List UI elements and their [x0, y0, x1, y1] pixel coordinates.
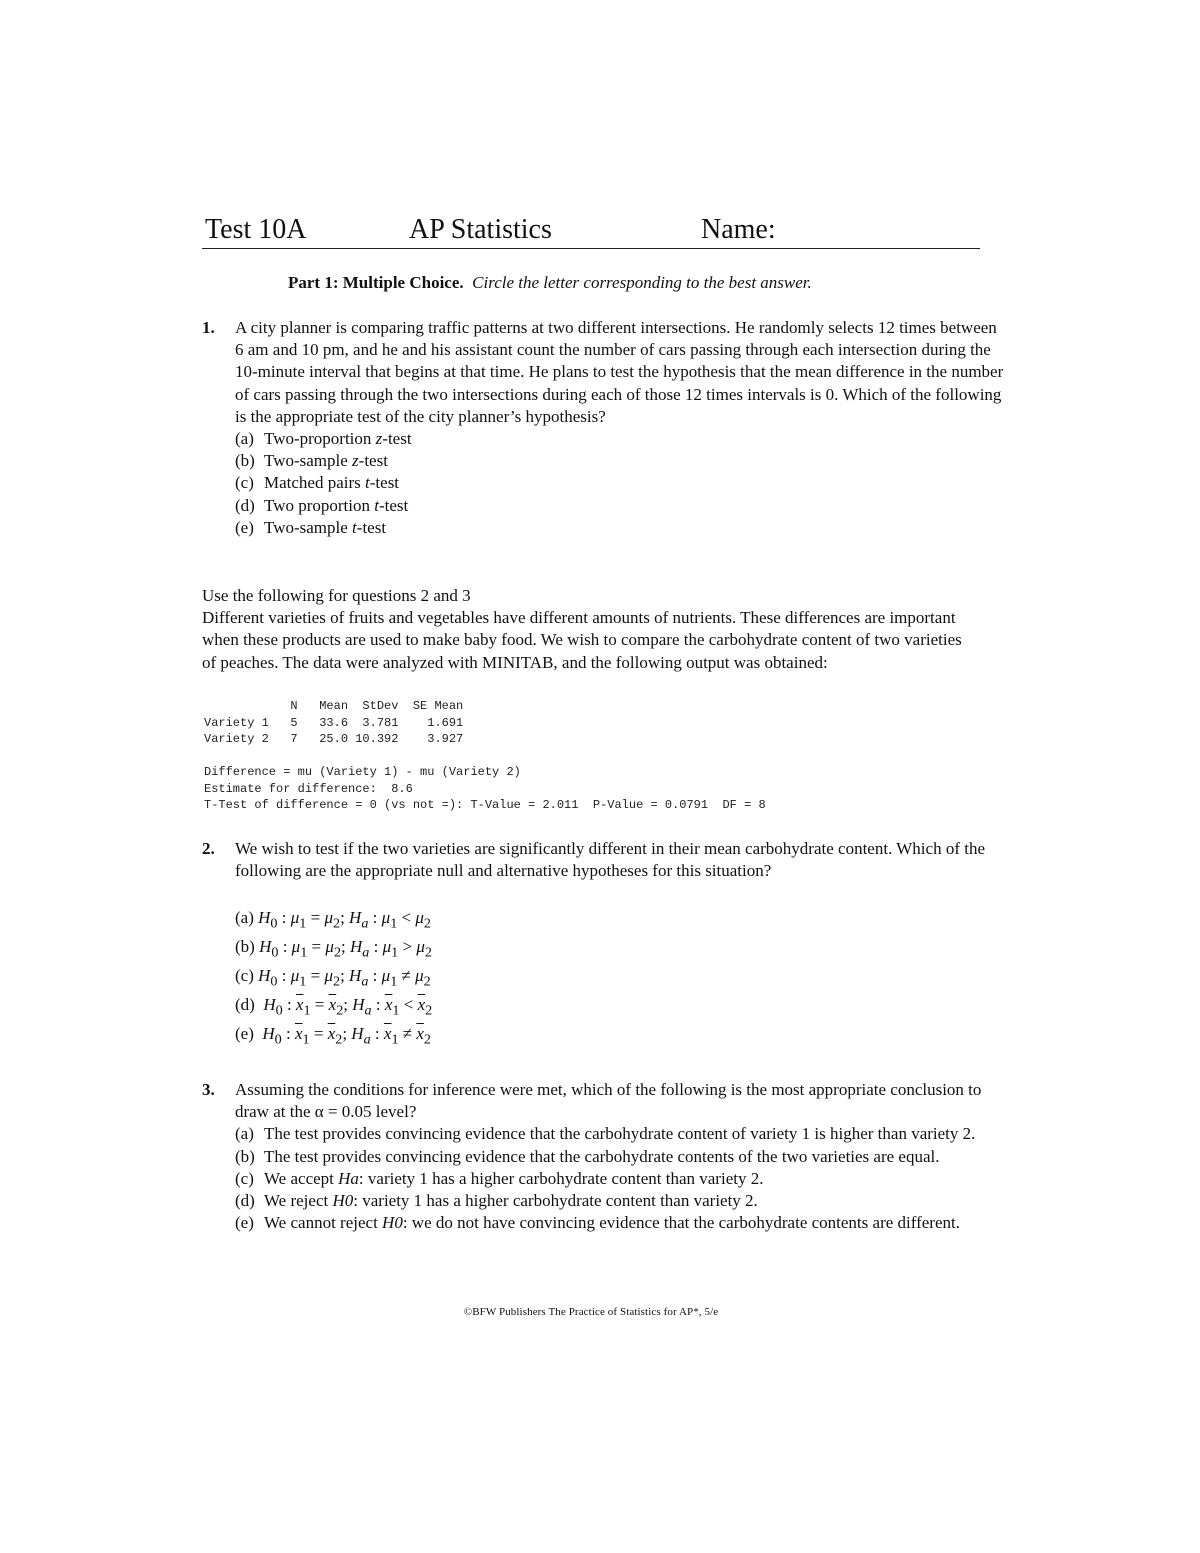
- part1-instruction: Circle the letter corresponding to the best answer.: [472, 273, 812, 292]
- option-a[interactable]: (a) The test provides convincing evidence that the carbohydrate content of variety 1 is higher than variety 2.: [235, 1124, 976, 1144]
- question-number: 2.: [202, 839, 215, 858]
- page-footer: [0, 1305, 1200, 1319]
- question-text: Assuming the conditions for inference were met, which of the following is the most appropriate conclusion to draw at the α = 0.05 level?: [235, 1080, 982, 1122]
- test-header: [202, 212, 980, 249]
- option-a[interactable]: (a) Two-proportion z-test: [235, 429, 412, 449]
- hypothesis-symbol: H0: [382, 1213, 403, 1233]
- option-a[interactable]: (a) $H_0$ : $\mu_1 = \mu_2$; $H_a$ : $\mu_1 < \mu_2$: [235, 908, 431, 932]
- option-c[interactable]: (c) $H_0$ : $\mu_1 = \mu_2$; $H_a$ : $\mu_1 \ne \mu_2$: [235, 966, 431, 990]
- test-title: Test 10A: [205, 214, 307, 245]
- option-c[interactable]: (c) Matched pairs t-test: [235, 473, 400, 493]
- option-b[interactable]: (b) $H_0$ : $\mu_1 = \mu_2$; $H_a$ : $\mu_1 > \mu_2$: [235, 937, 432, 961]
- option-d[interactable]: (d) $H_0$ : $\overline{x}_1 = \overline{x}_2$; $H_a$ : $\overline{x}_1 < \overline{x}_2$: [235, 995, 433, 1019]
- option-e[interactable]: (e) $H_0$ : $\overline{x}_1 = \overline{x}_2$; $H_a$ : $\overline{x}_1 \ne \overline{x}_2$: [235, 1024, 431, 1048]
- stimulus-text: Different varieties of fruits and vegetables have different amounts of nutrients. These differences are important when these products are used to make baby food. We wish to compare the carbohydrate content of two varieties of peaches. The data were analyzed with MINITAB, and the following output was obtained:: [202, 608, 962, 672]
- answer-options: [235, 428, 1005, 539]
- part1-heading: [288, 272, 812, 294]
- course-title: AP Statistics: [409, 214, 552, 245]
- minitab-summary: Difference = mu (Variety 1) - mu (Variety 2) Estimate for difference: 8.6 T-Test of difference = 0 (vs not =): T-Value = 2.011 P-Value = 0.0791 DF = 8: [204, 765, 766, 812]
- question-number: 1.: [202, 318, 215, 337]
- hypothesis-symbol: H0: [332, 1191, 354, 1211]
- stimulus-lead: Use the following for questions 2 and 3: [202, 586, 471, 605]
- option-e[interactable]: (e) Two-sample t-test: [235, 517, 387, 537]
- hypothesis-symbol: Ha: [338, 1168, 359, 1188]
- answer-options: [235, 1123, 1005, 1234]
- option-e[interactable]: (e) We cannot reject H0: we do not have convincing evidence that the carbohydrate contents are different.: [235, 1213, 960, 1233]
- option-c[interactable]: (c) We accept Ha: variety 1 has a higher carbohydrate content than variety 2.: [235, 1168, 764, 1188]
- question-text: We wish to test if the two varieties are significantly different in their mean carbohydrate content. Which of the following are the appropriate null and alternative hypotheses for this situation?: [235, 839, 986, 881]
- option-d[interactable]: (d) We reject H0: variety 1 has a higher carbohydrate content than variety 2.: [235, 1191, 758, 1211]
- name-label: Name:: [701, 214, 776, 245]
- option-d[interactable]: (d) Two proportion t-test: [235, 495, 409, 515]
- option-b[interactable]: (b) The test provides convincing evidence that the carbohydrate contents of the two varieties are equal.: [235, 1146, 940, 1166]
- question-text: A city planner is comparing traffic patterns at two different intersections. He randomly selects 12 times between 6 am and 10 pm, and he and his assistant count the number of cars passing through each intersection during the 10-minute interval that begins at that time. He plans to test the hypothesis that the mean difference in the number of cars passing through the two intersections during each of those 12 times intervals is 0. Which of the following is the appropriate test of the city planner’s hypothesis?: [235, 318, 1004, 426]
- part1-label: Part 1: Multiple Choice.: [288, 273, 464, 292]
- shared-stimulus: [202, 585, 977, 674]
- minitab-table: N Mean StDev SE Mean Variety 1 5 33.6 3.781 1.691 Variety 2 7 25.0 10.392 3.927: [204, 699, 464, 746]
- option-b[interactable]: (b) Two-sample z-test: [235, 451, 388, 471]
- alpha-level: α = 0.05: [314, 1102, 372, 1122]
- question-number: 3.: [202, 1080, 215, 1099]
- copyright-text: ©BFW Publishers The Practice of Statistics for AP*, 5/e: [463, 1306, 719, 1318]
